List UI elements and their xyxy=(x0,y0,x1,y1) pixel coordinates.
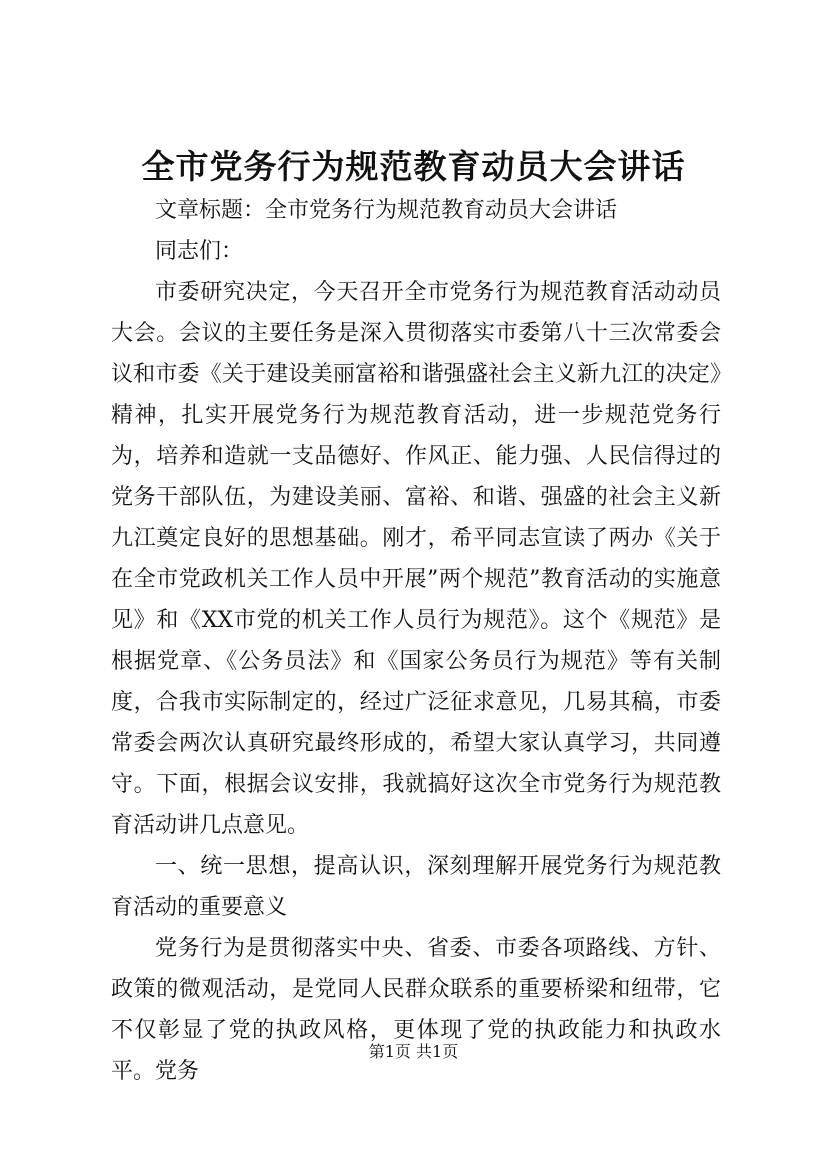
article-title-line: 文章标题：全市党务行为规范教育动员大会讲话 xyxy=(155,198,618,223)
salutation: 同志们： xyxy=(155,239,244,264)
section-heading-1: 一、统一思想，提高认识，深刻理解开展党务行为规范教育活动的重要意义 xyxy=(111,854,721,920)
page-number: 第1页 共1页 xyxy=(368,1042,459,1061)
document-body xyxy=(111,190,721,1092)
body-paragraph-2: 党务行为是贯彻落实中央、省委、市委各项路线、方针、政策的微观活动，是党同人民群众联系的重要桥梁和纽带，它不仅彰显了党的执政风格，更体现了党的执政能力和执政水平。党务 xyxy=(111,936,721,1084)
body-paragraph-1: 市委研究决定，今天召开全市党务行为规范教育活动动员大会。会议的主要任务是深入贯彻落实市委第八十三次常委会议和市委《关于建设美丽富裕和谐强盛社会主义新九江的决定》精神，扎实开展党务行为规范教育活动，进一步规范党务行为，培养和造就一支品德好、作风正、能力强、人民信得过的党务干部队伍，为建设美丽、富裕、和谐、强盛的社会主义新九江奠定良好的思想基础。刚才，希平同志宣读了两办《关于在全市党政机关工作人员中开展”两个规范”教育活动的实施意见》和《XX市党的机关工作人员行为规范》。这个《规范》是根据党章、《公务员法》和《国家公务员行为规范》等有关制度，合我市实际制定的，经过广泛征求意见，几易其稿，市委常委会两次认真研究最终形成的，希望大家认真学习，共同遵守。下面，根据会议安排，我就搞好这次全市党务行为规范教育活动讲几点意见。 xyxy=(111,280,721,838)
document-title: 全市党务行为规范教育动员大会讲话 xyxy=(141,147,686,186)
